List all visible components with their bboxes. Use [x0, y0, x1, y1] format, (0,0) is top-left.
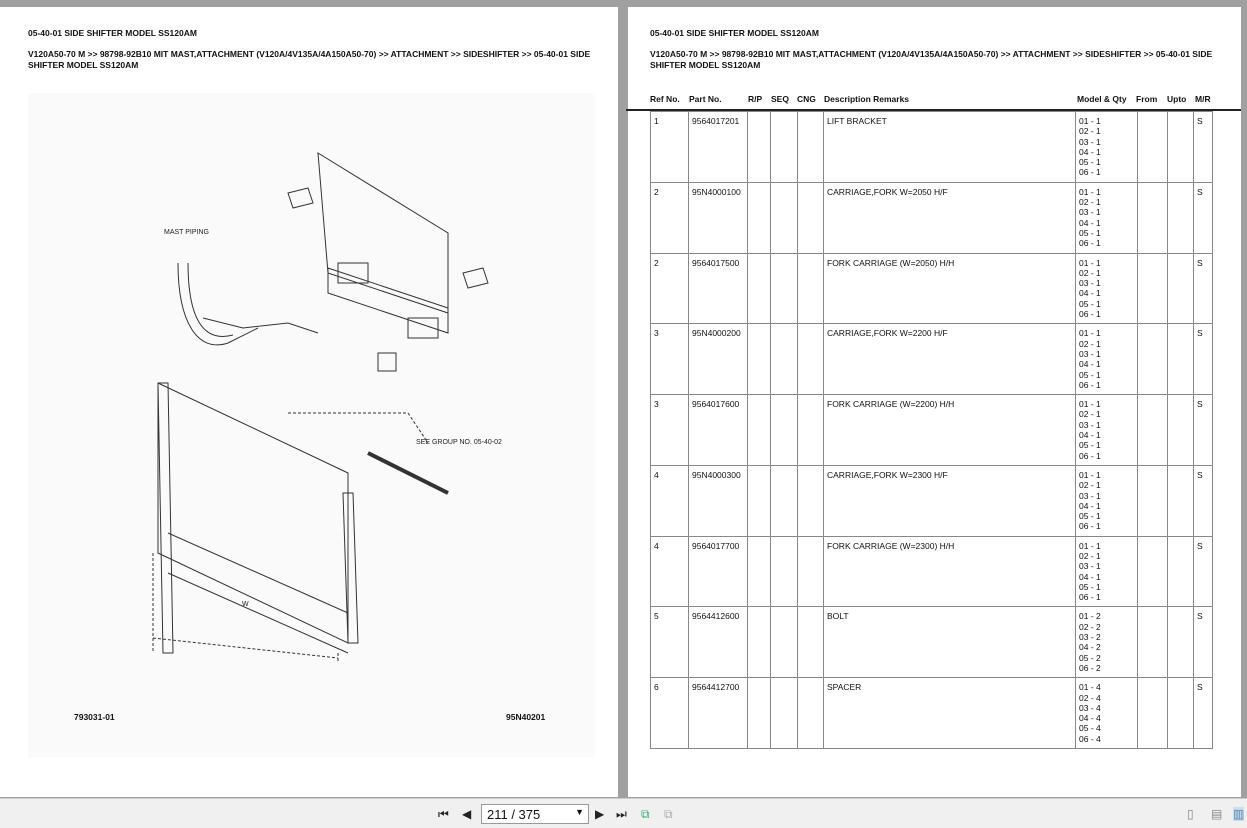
table-row [651, 395, 1213, 466]
upto-cell [1168, 395, 1194, 466]
page-selector[interactable] [481, 804, 589, 824]
drawing-code-left: 793031-01 [74, 712, 115, 722]
col-model-qty: Model & Qty [1077, 94, 1127, 104]
col-from: From [1136, 94, 1158, 104]
table-row [651, 182, 1213, 253]
table-row [651, 607, 1213, 678]
left-page [0, 7, 618, 797]
part-number-cell: 9564412700 [689, 678, 748, 749]
cng-cell [798, 607, 824, 678]
ref-cell: 2 [651, 182, 689, 253]
from-cell [1138, 678, 1168, 749]
cng-cell [798, 324, 824, 395]
page-number: 211 / 375 [487, 807, 541, 822]
seq-cell [771, 465, 798, 536]
last-page-button[interactable]: ⏭ [616, 807, 627, 821]
ref-cell: 3 [651, 395, 689, 466]
drawing-code-right: 95N40201 [506, 712, 546, 722]
mr-cell: S [1194, 253, 1213, 324]
upto-cell [1168, 324, 1194, 395]
parts-diagram [28, 93, 595, 757]
part-number-cell: 95N4000100 [689, 182, 748, 253]
model-qty-cell [1076, 465, 1138, 536]
model-qty-line: 05 - 1 [1079, 157, 1101, 168]
description-cell: CARRIAGE,FORK W=2300 H/F [824, 465, 1076, 536]
model-qty-line: 05 - 1 [1079, 511, 1101, 522]
model-qty-line: 06 - 2 [1079, 662, 1101, 673]
model-qty-line: 05 - 1 [1079, 369, 1101, 380]
rp-cell [748, 324, 771, 395]
model-qty-line: 01 - 1 [1079, 186, 1101, 197]
cng-cell [798, 465, 824, 536]
part-number-cell: 9564017700 [689, 536, 748, 607]
model-qty-line: 06 - 1 [1079, 592, 1101, 603]
mr-cell: S [1194, 182, 1213, 253]
model-qty-line: 05 - 1 [1079, 440, 1101, 451]
table-row [651, 536, 1213, 607]
right-page [628, 7, 1241, 797]
model-qty-line: 02 - 1 [1079, 267, 1101, 278]
parts-table [650, 111, 1213, 749]
breadcrumb: V120A50-70 M >> 98798-92B10 MIT MAST,ATTACHMENT (V120A/4V135A/4A150A50-70) >> ATTACHMENT >> SIDESHIFTER >> 05-40-01 SIDE SHIFTER MODEL SS120AM [650, 49, 1213, 70]
model-qty-line: 01 - 1 [1079, 257, 1101, 268]
model-qty-line: 03 - 1 [1079, 419, 1101, 430]
model-qty-line: 02 - 1 [1079, 126, 1101, 137]
model-qty-line: 06 - 4 [1079, 733, 1101, 744]
description-cell: LIFT BRACKET [824, 112, 1076, 183]
fit-page-icon[interactable]: ⧉ [641, 807, 650, 821]
cng-cell [798, 182, 824, 253]
col-desc: Description Remarks [824, 94, 910, 104]
model-qty-line: 04 - 1 [1079, 288, 1101, 299]
model-qty-line: 04 - 1 [1079, 500, 1101, 511]
model-qty-line: 03 - 1 [1079, 278, 1101, 289]
description-cell: FORK CARRIAGE (W=2300) H/H [824, 536, 1076, 607]
seq-cell [771, 112, 798, 183]
seq-cell [771, 324, 798, 395]
table-row [651, 112, 1213, 183]
from-cell [1138, 536, 1168, 607]
model-qty-line: 06 - 1 [1079, 450, 1101, 461]
exploded-view-drawing [28, 93, 595, 757]
two-page-view-icon[interactable]: ▥ [1233, 807, 1245, 821]
model-qty-line: 04 - 1 [1079, 571, 1101, 582]
model-qty-line: 01 - 1 [1079, 540, 1101, 551]
cng-cell [798, 112, 824, 183]
model-qty-line: 02 - 1 [1079, 197, 1101, 208]
model-qty-line: 03 - 1 [1079, 490, 1101, 501]
cng-cell [798, 253, 824, 324]
mr-cell: S [1194, 536, 1213, 607]
upto-cell [1168, 182, 1194, 253]
ref-cell: 1 [651, 112, 689, 183]
model-qty-line: 01 - 1 [1079, 469, 1101, 480]
model-qty-line: 01 - 1 [1079, 116, 1101, 126]
description-cell: FORK CARRIAGE (W=2050) H/H [824, 253, 1076, 324]
mr-cell: S [1194, 395, 1213, 466]
model-qty-line: 04 - 4 [1079, 713, 1101, 724]
rp-cell [748, 395, 771, 466]
continuous-view-icon[interactable]: ▤ [1211, 807, 1223, 821]
model-qty-cell [1076, 182, 1138, 253]
rp-cell [748, 607, 771, 678]
rp-cell [748, 465, 771, 536]
model-qty-line: 02 - 4 [1079, 692, 1101, 703]
upto-cell [1168, 253, 1194, 324]
col-ref: Ref No. [650, 94, 680, 104]
part-number-cell: 9564017500 [689, 253, 748, 324]
model-qty-line: 01 - 1 [1079, 328, 1101, 339]
from-cell [1138, 112, 1168, 183]
model-qty-line: 05 - 4 [1079, 723, 1101, 734]
mr-cell: S [1194, 607, 1213, 678]
ref-cell: 5 [651, 607, 689, 678]
from-cell [1138, 607, 1168, 678]
model-qty-line: 02 - 1 [1079, 338, 1101, 349]
seq-cell [771, 536, 798, 607]
from-cell [1138, 324, 1168, 395]
upto-cell [1168, 607, 1194, 678]
description-cell: CARRIAGE,FORK W=2050 H/F [824, 182, 1076, 253]
col-mr: M/R [1195, 94, 1211, 104]
ref-cell: 4 [651, 465, 689, 536]
single-page-view-icon[interactable]: ▯ [1187, 807, 1194, 821]
model-qty-line: 01 - 1 [1079, 399, 1101, 410]
table-row [651, 465, 1213, 536]
model-qty-line: 06 - 1 [1079, 379, 1101, 390]
model-qty-line: 04 - 2 [1079, 642, 1101, 653]
model-qty-line: 02 - 1 [1079, 480, 1101, 491]
model-qty-line: 02 - 1 [1079, 409, 1101, 420]
col-cng: CNG [797, 94, 816, 104]
next-page-button[interactable]: ▶ [595, 807, 605, 821]
col-rp: R/P [748, 94, 763, 104]
model-qty-line: 05 - 1 [1079, 227, 1101, 238]
part-number-cell: 9564017201 [689, 112, 748, 183]
page-title: 05-40-01 SIDE SHIFTER MODEL SS120AM [650, 28, 819, 38]
upto-cell [1168, 112, 1194, 183]
from-cell [1138, 395, 1168, 466]
model-qty-cell [1076, 536, 1138, 607]
cng-cell [798, 678, 824, 749]
from-cell [1138, 182, 1168, 253]
description-cell: SPACER [824, 678, 1076, 749]
description-cell: BOLT [824, 607, 1076, 678]
cng-cell [798, 395, 824, 466]
seq-cell [771, 678, 798, 749]
rp-cell [748, 182, 771, 253]
previous-page-button[interactable]: ◀ [462, 807, 472, 821]
first-page-button[interactable]: ⏮ [438, 807, 449, 821]
breadcrumb: V120A50-70 M >> 98798-92B10 MIT MAST,ATTACHMENT (V120A/4V135A/4A150A50-70) >> ATTACHMENT >> SIDESHIFTER >> 05-40-01 SIDE SHIFTER MODEL SS120AM [28, 49, 591, 70]
model-qty-line: 06 - 1 [1079, 167, 1101, 178]
fit-width-icon[interactable]: ⧉ [664, 807, 673, 821]
upto-cell [1168, 536, 1194, 607]
mr-cell: S [1194, 112, 1213, 183]
upto-cell [1168, 465, 1194, 536]
model-qty-line: 04 - 1 [1079, 146, 1101, 157]
rp-cell [748, 253, 771, 324]
cng-cell [798, 536, 824, 607]
model-qty-cell [1076, 253, 1138, 324]
part-number-cell: 9564017600 [689, 395, 748, 466]
model-qty-line: 06 - 1 [1079, 238, 1101, 249]
page-title: 05-40-01 SIDE SHIFTER MODEL SS120AM [28, 28, 197, 38]
mr-cell: S [1194, 324, 1213, 395]
rp-cell [748, 112, 771, 183]
rp-cell [748, 678, 771, 749]
model-qty-line: 06 - 1 [1079, 309, 1101, 320]
model-qty-line: 03 - 1 [1079, 561, 1101, 572]
model-qty-line: 02 - 1 [1079, 550, 1101, 561]
mr-cell: S [1194, 465, 1213, 536]
table-header [650, 94, 1215, 106]
model-qty-line: 03 - 2 [1079, 632, 1101, 643]
model-qty-cell [1076, 324, 1138, 395]
width-label: W [242, 601, 249, 608]
col-upto: Upto [1167, 94, 1187, 104]
col-seq: SEQ [771, 94, 789, 104]
part-number-cell: 9564412600 [689, 607, 748, 678]
model-qty-cell [1076, 607, 1138, 678]
ref-cell: 4 [651, 536, 689, 607]
model-qty-line: 05 - 2 [1079, 652, 1101, 663]
ref-cell: 2 [651, 253, 689, 324]
rp-cell [748, 536, 771, 607]
upto-cell [1168, 678, 1194, 749]
mast-piping-label: MAST PIPING [164, 229, 209, 236]
from-cell [1138, 253, 1168, 324]
see-group-label: SEE GROUP NO. 05-40-02 [416, 439, 502, 446]
ref-cell: 3 [651, 324, 689, 395]
model-qty-line: 05 - 1 [1079, 581, 1101, 592]
model-qty-line: 04 - 1 [1079, 359, 1101, 370]
mr-cell: S [1194, 678, 1213, 749]
model-qty-line: 03 - 1 [1079, 136, 1101, 147]
model-qty-line: 01 - 4 [1079, 682, 1101, 693]
seq-cell [771, 607, 798, 678]
table-row [651, 678, 1213, 749]
model-qty-line: 06 - 1 [1079, 521, 1101, 532]
model-qty-line: 01 - 2 [1079, 611, 1101, 622]
model-qty-line: 04 - 1 [1079, 430, 1101, 441]
table-row [651, 253, 1213, 324]
from-cell [1138, 465, 1168, 536]
pdf-toolbar [0, 798, 1247, 828]
model-qty-line: 05 - 1 [1079, 298, 1101, 309]
chevron-down-icon: ▼ [575, 807, 584, 817]
model-qty-cell [1076, 395, 1138, 466]
model-qty-line: 03 - 4 [1079, 702, 1101, 713]
description-cell: CARRIAGE,FORK W=2200 H/F [824, 324, 1076, 395]
model-qty-line: 04 - 1 [1079, 217, 1101, 228]
table-row [651, 324, 1213, 395]
model-qty-line: 03 - 1 [1079, 207, 1101, 218]
seq-cell [771, 395, 798, 466]
col-part: Part No. [689, 94, 722, 104]
ref-cell: 6 [651, 678, 689, 749]
model-qty-cell [1076, 112, 1138, 183]
seq-cell [771, 182, 798, 253]
model-qty-line: 03 - 1 [1079, 348, 1101, 359]
description-cell: FORK CARRIAGE (W=2200) H/H [824, 395, 1076, 466]
part-number-cell: 95N4000300 [689, 465, 748, 536]
model-qty-line: 02 - 2 [1079, 621, 1101, 632]
seq-cell [771, 253, 798, 324]
model-qty-cell [1076, 678, 1138, 749]
part-number-cell: 95N4000200 [689, 324, 748, 395]
